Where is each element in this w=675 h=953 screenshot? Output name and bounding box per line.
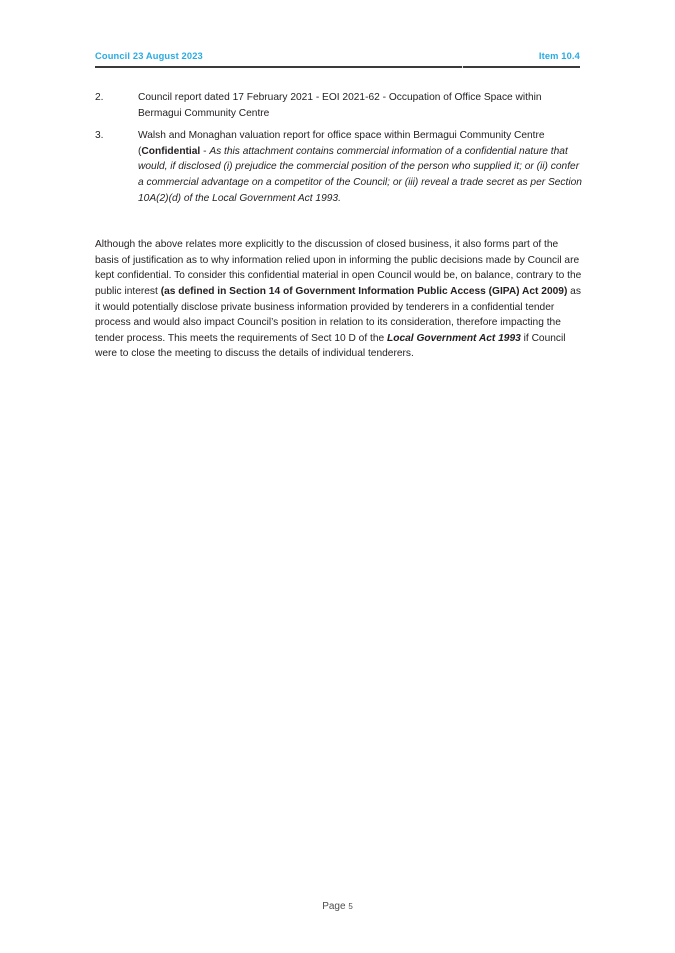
list-item-number: 3. xyxy=(95,130,104,142)
header-divider xyxy=(95,66,580,68)
justification-paragraph xyxy=(95,237,582,362)
paragraph-part-1: Although the above relates more explicitly to the discussion of closed business, it also forms part of the basis of justification as to why information relied upon in informing the public decisions made by Council are kept confidential. To consider this confidential material in open Council would be, on balance, contrary to the public interest xyxy=(95,239,582,297)
document-body xyxy=(95,90,582,362)
list-item-separator: - xyxy=(200,145,210,157)
header-item-reference: Item 10.4 xyxy=(538,51,580,61)
confidential-label: Confidential xyxy=(141,145,201,157)
confidential-note: As this attachment contains commercial information of a confidential nature that would, if disclosed (i) prejudice the commercial position of the person who supplied it; or (ii) confer a commercial advantage on a competitor of the Council; or (iii) reveal a trade secret as per Section 10A(2)(d) of the Local Government Act 1993. xyxy=(138,145,582,204)
footer-label: Page xyxy=(322,901,346,912)
list-item xyxy=(95,128,582,206)
list-item-number: 2. xyxy=(95,92,104,103)
paragraph-part-2: as it would potentially disclose private business information provided by tenderers in a confidential tender process and would also impact Council’s position in relation to its consideration, therefore impacting the tender process. This meets the requirements of Sect 10 D of the xyxy=(95,285,581,344)
list-item-lead-text: Walsh and Monaghan valuation report for office space within Bermagui Community Centre ( xyxy=(138,130,545,157)
header-meeting-title: Council 23 August 2023 xyxy=(95,51,203,61)
page-header xyxy=(95,50,580,68)
list-item xyxy=(95,90,582,121)
paragraph-part-3: if Council were to close the meeting to discuss the details of individual tenderers. xyxy=(95,332,566,360)
page-footer xyxy=(0,900,675,913)
gipa-act-reference: (as defined in Section 14 of Government Information Public Access (GIPA) Act 2009) xyxy=(160,285,568,297)
list-item-text xyxy=(138,128,582,206)
header-row xyxy=(95,50,580,62)
local-government-act-reference: Local Government Act 1993 xyxy=(387,332,521,344)
footer-page-number: 5 xyxy=(348,902,353,911)
list-item-text: Council report dated 17 February 2021 - EOI 2021-62 - Occupation of Office Space within Bermagui Community Centre xyxy=(138,92,542,119)
